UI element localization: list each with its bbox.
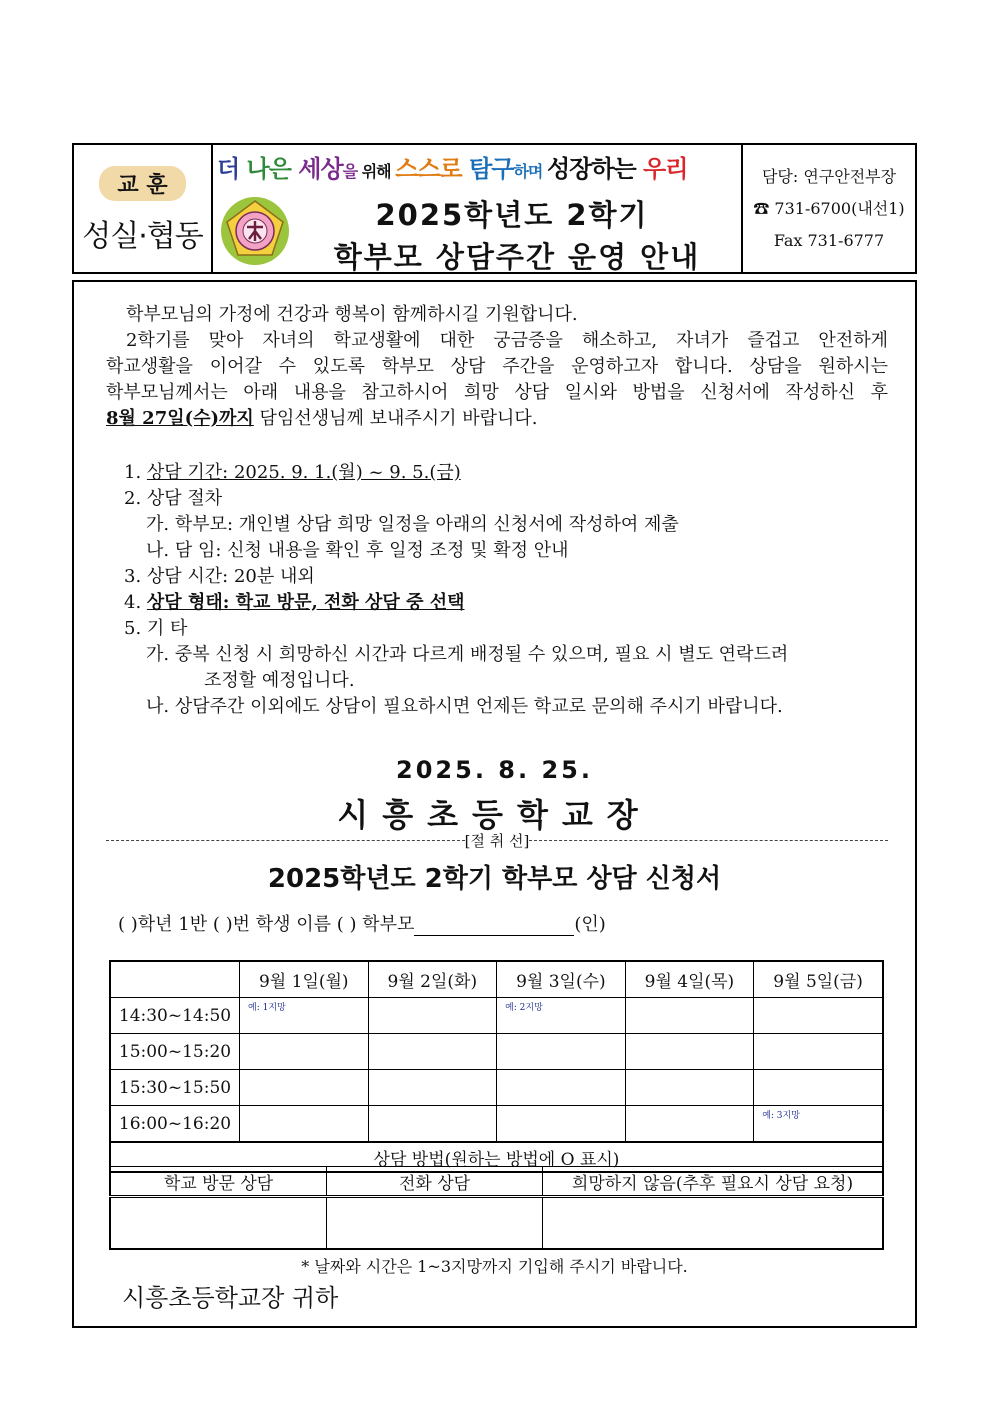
intro-line-3: 학교생활을 이어갈 수 있도록 학부모 상담 주간을 운영하고자 합니다. 상담을 원하시는 bbox=[106, 356, 888, 377]
time-label: 15:30~15:50 bbox=[110, 1070, 240, 1106]
principal-name: 시흥초등학교장 bbox=[337, 796, 652, 834]
slot-cell[interactable] bbox=[625, 1106, 754, 1143]
intro-line-2: 2학기를 맞아 자녀의 학교생활에 대한 궁금증을 해소하고, 자녀가 즐겁고 안전하게 bbox=[126, 330, 888, 351]
item-etc: 5. 기 타 bbox=[124, 618, 188, 639]
slot-cell[interactable] bbox=[754, 998, 883, 1034]
slot-cell[interactable] bbox=[497, 1034, 626, 1070]
intro-line-4: 학부모님께서는 아래 내용을 참고하시어 희망 상담 일시와 방법을 신청서에 작성하신 후 bbox=[106, 382, 888, 403]
item-etc-a: 가. 중복 신청 시 희망하신 시간과 다르게 배정될 수 있으며, 필요 시 별도 연락드려 bbox=[146, 644, 789, 665]
example-note: 예: 2지망 bbox=[505, 1003, 543, 1013]
student-info-fields: ( )학년 1반 ( )번 학생 이름 ( ) 학부모 bbox=[118, 914, 415, 935]
motto-panel bbox=[74, 145, 213, 272]
slot-cell[interactable] bbox=[754, 1034, 883, 1070]
cut-dash-left bbox=[106, 840, 465, 841]
item-period-text: 상담 기간: 2025. 9. 1.(월) ~ 9. 5.(금) bbox=[146, 462, 461, 483]
slogan-segment: 세상 bbox=[298, 155, 343, 183]
day-header: 9월 4일(목) bbox=[625, 961, 754, 998]
method-input-row bbox=[110, 1197, 883, 1250]
slogan-segment: 성장하는 bbox=[546, 155, 644, 183]
slot-cell[interactable] bbox=[754, 1070, 883, 1106]
issue-date: 2025. 8. 25. bbox=[396, 756, 593, 784]
intro-line-5 bbox=[106, 406, 888, 432]
slogan-segment: 나은 bbox=[246, 155, 299, 183]
title-panel bbox=[213, 145, 743, 272]
contact-phone: ☎ 731-6700(내선1) bbox=[753, 198, 905, 218]
student-info-line[interactable] bbox=[118, 910, 888, 936]
slogan-segment: 하며 bbox=[513, 162, 547, 181]
slot-cell[interactable] bbox=[368, 1034, 497, 1070]
schedule-header-row bbox=[110, 961, 883, 998]
header-box bbox=[72, 143, 917, 274]
slot-cell[interactable] bbox=[240, 1034, 369, 1070]
schedule-table bbox=[109, 960, 884, 1173]
notice-body bbox=[72, 280, 917, 1328]
example-note: 예: 1지망 bbox=[248, 1003, 286, 1013]
item-type-text: 상담 형태: 학교 방문, 전화 상담 중 선택 bbox=[146, 592, 465, 613]
slogan-segment: 우리 bbox=[643, 155, 688, 183]
slogan-segment: 더 bbox=[217, 155, 247, 183]
item-duration: 3. 상담 시간: 20분 내외 bbox=[124, 566, 315, 587]
slot-cell[interactable] bbox=[240, 1106, 369, 1143]
contact-person: 담당: 연구안전부장 bbox=[761, 166, 897, 186]
slot-cell[interactable] bbox=[497, 1106, 626, 1143]
slogan-segment: 위해 bbox=[361, 162, 396, 181]
intro-line-5-rest: 담임선생님께 보내주시기 바랍니다. bbox=[253, 408, 538, 429]
slot-cell[interactable] bbox=[240, 998, 369, 1034]
time-label: 14:30~14:50 bbox=[110, 998, 240, 1034]
table-row bbox=[110, 998, 883, 1034]
day-header: 9월 2일(화) bbox=[368, 961, 497, 998]
parent-name-blank[interactable] bbox=[414, 917, 574, 936]
method-visit-cell[interactable] bbox=[110, 1197, 327, 1250]
slot-cell[interactable] bbox=[368, 998, 497, 1034]
deadline: 8월 27일(수)까지 bbox=[106, 408, 254, 429]
time-label: 16:00~16:20 bbox=[110, 1106, 240, 1143]
table-row bbox=[110, 1106, 883, 1143]
method-table bbox=[109, 1166, 884, 1250]
item-etc-a-cont: 조정할 예정입니다. bbox=[204, 670, 355, 691]
seal-mark: (인) bbox=[574, 914, 606, 935]
info-list bbox=[124, 460, 904, 720]
school-slogan bbox=[217, 149, 737, 184]
method-label-row bbox=[110, 1167, 883, 1197]
cut-line bbox=[106, 830, 888, 851]
slot-cell[interactable] bbox=[754, 1106, 883, 1143]
slogan-segment: 을 bbox=[342, 162, 362, 181]
title-line-1: 2025학년도 2학기 bbox=[375, 198, 649, 232]
day-header: 9월 1일(월) bbox=[240, 961, 369, 998]
item-period-number: 1. bbox=[124, 462, 147, 483]
slogan-segment: 스스로 bbox=[395, 155, 470, 183]
slot-cell[interactable] bbox=[625, 1070, 754, 1106]
method-phone-label: 전화 상담 bbox=[327, 1167, 543, 1197]
table-row bbox=[110, 1034, 883, 1070]
method-phone-cell[interactable] bbox=[327, 1197, 543, 1250]
day-header: 9월 3일(수) bbox=[497, 961, 626, 998]
item-period bbox=[124, 460, 904, 486]
corner-cell bbox=[110, 961, 240, 998]
slot-cell[interactable] bbox=[240, 1070, 369, 1106]
intro-greeting: 학부모님의 가정에 건강과 행복이 함께하시길 기원합니다. bbox=[126, 304, 578, 325]
slot-cell[interactable] bbox=[497, 998, 626, 1034]
method-header: 상담 방법(원하는 방법에 O 표시) bbox=[110, 1142, 883, 1172]
item-type bbox=[124, 590, 904, 616]
slot-cell[interactable] bbox=[497, 1070, 626, 1106]
slot-cell[interactable] bbox=[368, 1106, 497, 1143]
cut-label: [절 취 선] bbox=[464, 832, 530, 850]
title-line-2: 학부모 상담주간 운영 안내 bbox=[333, 240, 701, 274]
day-header: 9월 5일(금) bbox=[754, 961, 883, 998]
addressee: 시흥초등학교장 귀하 bbox=[122, 1284, 339, 1312]
slot-cell[interactable] bbox=[625, 998, 754, 1034]
method-none-cell[interactable] bbox=[543, 1197, 884, 1250]
time-label: 15:00~15:20 bbox=[110, 1034, 240, 1070]
item-type-number: 4. bbox=[124, 592, 147, 613]
table-row bbox=[110, 1070, 883, 1106]
school-emblem-icon bbox=[219, 195, 291, 267]
motto-label: 교 훈 bbox=[99, 166, 185, 201]
method-visit-label: 학교 방문 상담 bbox=[110, 1167, 327, 1197]
contact-fax: Fax 731-6777 bbox=[773, 230, 885, 250]
method-none-label: 희망하지 않음(추후 필요시 상담 요청) bbox=[543, 1167, 884, 1197]
cut-dash-right bbox=[529, 840, 888, 841]
form-footnote: * 날짜와 시간은 1~3지망까지 기입해 주시기 바랍니다. bbox=[301, 1257, 688, 1276]
item-etc-b: 나. 상담주간 이외에도 상담이 필요하시면 언제든 학교로 문의해 주시기 바랍니다. bbox=[146, 696, 783, 717]
item-procedure-teacher: 나. 담 임: 신청 내용을 확인 후 일정 조정 및 확정 안내 bbox=[146, 540, 569, 561]
slot-cell[interactable] bbox=[625, 1034, 754, 1070]
contact-panel bbox=[743, 145, 915, 272]
example-note: 예: 3지망 bbox=[762, 1111, 800, 1121]
school-motto: 성실·협동 bbox=[82, 219, 203, 254]
item-procedure-parent: 가. 학부모: 개인별 상담 희망 일정을 아래의 신청서에 작성하여 제출 bbox=[146, 514, 679, 535]
slot-cell[interactable] bbox=[368, 1070, 497, 1106]
form-title: 2025학년도 2학기 학부모 상담 신청서 bbox=[267, 864, 722, 894]
item-procedure: 2. 상담 절차 bbox=[124, 488, 223, 509]
slogan-segment: 탐구 bbox=[469, 155, 514, 183]
